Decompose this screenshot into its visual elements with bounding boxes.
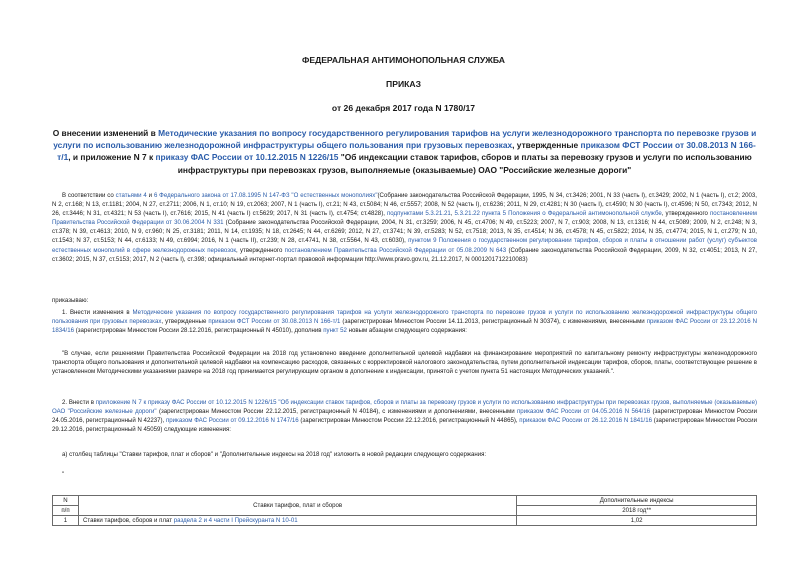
- preamble-text: (Собрание законодательства Российской Федерации, 2009, N 32, ст.4051; 2013, N 27, ст.3602; 2015, N 37, ст.5153; 2017, N 2 (часть I), ст.398; официальный интернет-портал правовой информации http://www.pravo.gov.ru, 21.12.2017, N 0001201712210083): [52, 246, 757, 263]
- document-date-number: от 26 декабря 2017 года N 1780/17: [331, 103, 476, 113]
- quoted-paragraph: "В случае, если решениями Правительства Российской Федерации на 2018 год установлено введение дополнительной целевой надбавки на финансирование мероприятий по капитальному ремонту инфраструктуры железнодорожного транспорта общего пользования и дополнительной целевой надбавки на компенсацию расходов, связанных с корректировкой налогового законодательства, путем дополнительной индексации тарифов, сборов, платы, соответствующее решение в установленном Методическими указаниями размере на 2018 год принимается регулирующим органом в дополнение к индексации, принятой с учетом пункта 51 настоящих Методических указаний.".: [52, 350, 757, 376]
- title-text-4: "Об индексации ставок тарифов, сборов и платы за перевозку грузов и услуги по использованию инфраструктуры при перевозках грузов, выполняемые (оказываемые) ОАО "Российские железные дороги": [177, 152, 752, 175]
- title-text-1: О внесении изменений в: [52, 128, 159, 138]
- subitem-a: а) столбец таблицы "Ставки тарифов, плат и сборов" и "Дополнительные индексы на 2018 год" изложить в новой редакции следующего содержания:: [62, 451, 487, 458]
- preamble-text: , утвержденного: [661, 210, 710, 218]
- document-title: [52, 127, 757, 176]
- table-header-row: [53, 496, 757, 506]
- preamble-text: ,: [450, 210, 455, 218]
- quote-open-mark: ": [62, 471, 65, 478]
- item-1-paragraph: [52, 308, 757, 335]
- row-description: [78, 516, 516, 526]
- link-article-4[interactable]: статьями 4: [115, 192, 147, 199]
- link-fas-regulation-point-5[interactable]: 5.3.21.22 пункта 5 Положения о Федеральной антимонопольной службе: [454, 210, 662, 218]
- header-n: N: [53, 496, 79, 506]
- table-row: [53, 516, 757, 526]
- link-methodical-instructions[interactable]: Методические указания по вопросу государственного регулирования тарифов на услуги железнодорожного транспорта по перевозке грузов и услуги по использованию железнодорожной инфраструктуры общего пользования при грузовых перевозках: [52, 309, 757, 326]
- preamble-text: В соответствии со: [62, 192, 116, 199]
- item-2-paragraph: [52, 398, 757, 434]
- preamble-paragraph: [52, 191, 757, 264]
- item-2-text: 2. Внести в: [62, 399, 96, 406]
- link-point-52[interactable]: пункт 52: [323, 327, 347, 335]
- link-fas-order-564[interactable]: приказом ФАС России от 04.05.2016 N 564/16: [517, 408, 651, 416]
- preamble-text: (Собрание законодательства Российской Федерации, 1995, N 34, ст.3426; 2001, N 33 (часть I), ст.3429; 2002, N 1 (часть I), ст.2; 2003, N 2, ст.168; N 13, ст.1181; 2004, N 27, ст.2711; 2006, N 1, ст.10; N 19, ст.2063; 2007, N 1 (часть I), ст.21; N 43, ст.5084; N 46, ст.5557; 2008, N 52 (часть I), ст.6236; 2011, N 29, ст.4281; N 30 (часть I), ст.4590; N 30 (часть I), ст.4596; N 50, ст.7343; 2012, N 26, ст.3446; N 31, ст.4321; N 53 (часть I), ст.7616; 2015, N 41 (часть I) ст.5629; 2017, N 31 (часть I), ст.4754; ст.4828),: [52, 192, 758, 218]
- link-regulation-point-9[interactable]: пунктом 9 Положения о государственном регулировании тарифов, сборов и платы в отношении работ (услуг) субъектов естественных монополий в сфере железнодорожных перевозок: [52, 237, 757, 254]
- link-government-decree-643[interactable]: постановлением Правительства Российской Федерации от 05.08.2009 N 643: [284, 246, 507, 254]
- header-year: 2018 год**: [517, 506, 757, 516]
- document-type: ПРИКАЗ: [386, 79, 421, 89]
- row-number: 1: [53, 516, 79, 526]
- item-2-text: (зарегистрирован Минюстом России 29.12.2016, регистрационный N 45059) следующие изменения:: [52, 417, 757, 434]
- item-1-text: (зарегистрирован Минюстом России 28.12.2016, регистрационный N 45010), дополнив: [74, 327, 324, 335]
- header-np: п/п: [53, 506, 79, 516]
- link-fas-order-1834[interactable]: приказом ФАС России от 23.12.2016 N 1834/16: [52, 318, 757, 335]
- item-2-text: (зарегистрирован Минюстом России 22.12.2015, регистрационный N 40184), с изменениями и дополнениями, внесенными: [156, 408, 517, 416]
- row-value: 1,02: [517, 516, 757, 526]
- tariff-index-table: [52, 495, 757, 526]
- link-government-decree-331[interactable]: постановлением Правительства Российской Федерации от 30.06.2004 N 331: [52, 210, 757, 227]
- title-text-2: , утвержденные: [512, 140, 581, 151]
- agency-name: ФЕДЕРАЛЬНАЯ АНТИМОНОПОЛЬНАЯ СЛУЖБА: [302, 55, 505, 65]
- item-1-text: 1. Внести изменения в: [62, 309, 133, 316]
- preamble-text: и: [146, 192, 154, 199]
- title-text-3: , и приложение N 7 к: [68, 152, 156, 163]
- item-2-text: (зарегистрирован Минюстом России 22.12.2016, регистрационный N 44865),: [298, 417, 520, 425]
- title-link-methodical-instructions[interactable]: Методические указания по вопросу государственного регулирования тарифов на услуги железнодорожного транспорта по перевозке грузов и услуги по использованию железнодорожной инфраструктуры общего пользования при грузовых перевозках: [53, 128, 757, 151]
- link-price-list-10-01[interactable]: раздела 2 и 4 части I Прейскуранта N 10-01: [173, 517, 298, 524]
- link-fas-order-1747[interactable]: приказом ФАС России от 09.12.2016 N 1747/16: [165, 417, 299, 425]
- link-appendix-7[interactable]: приложение N 7 к приказу ФАС России от 10.12.2015 N 1226/15 "Об индексации ставок тарифов, сборов и платы за перевозку грузов и услуги по использованию инфраструктуры при перевозках грузов, выполняемые (оказываемые) ОАО "Российские железные дороги": [52, 399, 757, 416]
- preamble-text: , утвержденного: [236, 246, 285, 254]
- title-link-fst-order[interactable]: приказом ФСТ России от 30.08.2013 N 166-т/1: [57, 140, 756, 163]
- preamble-text: (Собрание законодательства Российской Федерации, 2004, N 31, ст.3259; 2006, N 45, ст.4706; N 49, ст.5223; 2007, N 7, ст.903; 2008, N 13, ст.1316; N 44, ст.5089; 2009, N 2, ст.248; N 3, ст.378; N 39, ст.4613; 2010, N 9, ст.960; N 25, ст.3181; 2011, N 14, ст.1935; N 18, ст.2645; N 44, ст.6269; 2012, N 27, ст.3741; N 39, ст.5283; N 52, ст.7518; 2013, N 35, ст.4514; N 36, ст.4578; N 45, ст.5822; 2014, N 35, ст.4774; 2015, N 1, ст.279; N 10, ст.1543; N 37, ст.5153; N 44, ст.6133; N 49, ст.6994; 2016, N 1 (часть II), ст.239; N 28, ст.4741, N 38, ст.5564, N 43, ст.6030),: [52, 219, 757, 245]
- item-2-text: (зарегистрирован Минюстом России 24.05.2016, регистрационный N 42237),: [52, 408, 757, 425]
- order-word: приказываю:: [52, 297, 89, 304]
- header-additional-indexes: Дополнительные индексы: [517, 496, 757, 506]
- link-federal-law-147[interactable]: 6 Федерального закона от 17.08.1995 N 147-ФЗ "О естественных монополиях": [153, 192, 378, 199]
- row-text: Ставки тарифов, сборов и плат: [82, 517, 174, 524]
- title-link-fas-order[interactable]: приказу ФАС России от 10.12.2015 N 1226/15: [155, 152, 339, 163]
- item-1-text: (зарегистрирован Минюстом России 14.11.2013, регистрационный N 30374), с изменениями, внесенными: [340, 318, 647, 326]
- link-subpoint-5-3-21-21[interactable]: подпунктами 5.3.21.21: [387, 210, 451, 218]
- header-rates: Ставки тарифов, плат и сборов: [78, 496, 516, 516]
- link-fas-order-1841[interactable]: приказом ФАС России от 26.12.2016 N 1841/16: [519, 417, 653, 425]
- item-1-text: , утвержденные: [161, 318, 209, 326]
- link-fst-order-166[interactable]: приказом ФСТ России от 30.08.2013 N 166-т/1: [208, 318, 341, 326]
- item-1-text: новым абзацем следующего содержания:: [346, 327, 467, 335]
